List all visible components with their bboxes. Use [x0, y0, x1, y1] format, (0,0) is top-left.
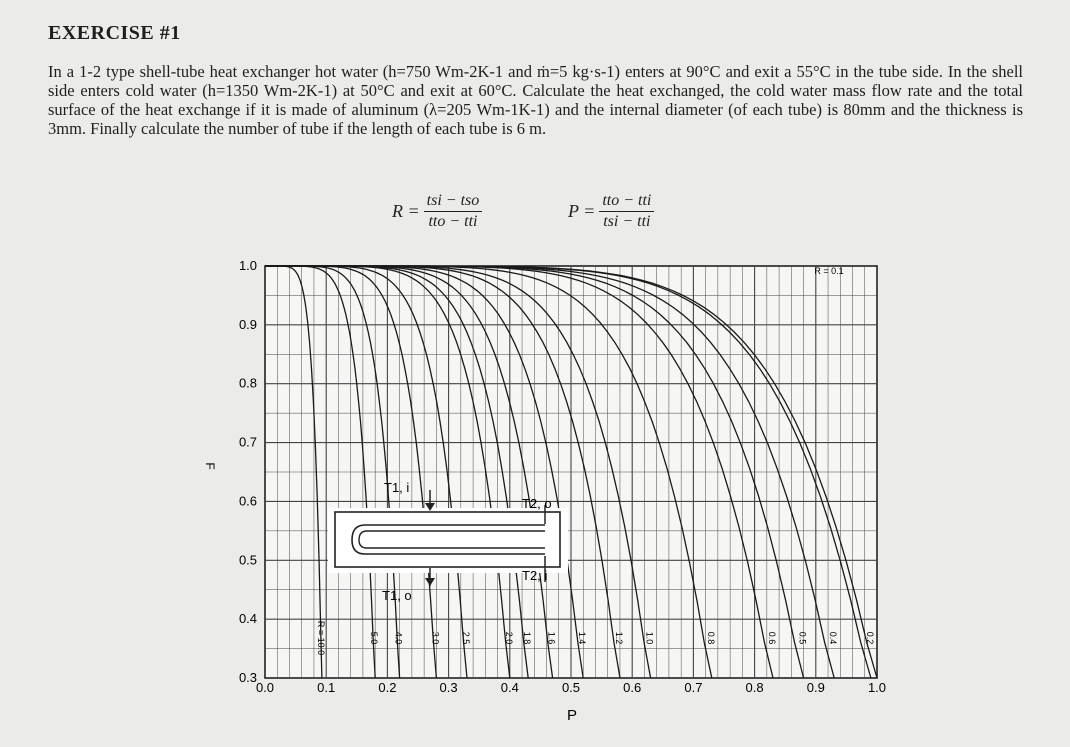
- x-axis-label: P: [566, 707, 578, 724]
- x-tick-label: 0.3: [439, 680, 458, 695]
- formula-r-denominator: tto − tti: [428, 213, 478, 230]
- r-curve-label: R = 0.1: [814, 266, 844, 276]
- y-tick-label: 0.9: [238, 316, 258, 332]
- x-tick-label: 0.6: [623, 680, 642, 695]
- y-tick-label: 1.0: [238, 258, 258, 273]
- label-t2-out: T2, o: [522, 496, 552, 511]
- r-curve-label: 0.2: [864, 631, 875, 645]
- problem-statement: In a 1-2 type shell-tube heat exchanger hot water (h=750 Wm-2K-1 and ṁ=5 kg·s-1) enters at 90°C and exit a 55°C in the tube side. In the shell side enters cold water (h=1350 Wm-2K-1) at 50°C and exit at 60°C. Calculate the heat exchanged, the cold water mass flow rate and the total surface of the heat exchange if it is made of aluminum (λ=205 Wm-1K-1) and the internal diameter (of each tube) is 80mm and the thickness is 3mm. Finally calculate the number of tube if the length of each tube is 6 m.: [48, 62, 1023, 138]
- y-tick-label: 0.6: [238, 493, 258, 509]
- r-curve-label: 2.0: [503, 631, 514, 645]
- r-curve-label: 5.0: [369, 631, 380, 645]
- label-t1-in: T1, i: [384, 480, 410, 495]
- y-tick-label: 0.3: [238, 670, 258, 685]
- r-curve-label: 1.8: [522, 631, 533, 645]
- x-tick-label: 0.9: [806, 680, 825, 695]
- label-t2-in: T2, i: [522, 568, 548, 583]
- x-tick-label: 0.2: [378, 680, 397, 695]
- r-curve-label: 0.6: [766, 631, 777, 645]
- formula-p-denominator: tsi − tti: [603, 213, 651, 230]
- y-tick-label: 0.4: [238, 611, 258, 627]
- y-tick-label: 0.8: [238, 375, 258, 391]
- r-curve-label: 2.5: [460, 631, 471, 645]
- schematic-background: [328, 508, 568, 573]
- y-tick-label: 0.5: [238, 552, 258, 568]
- y-tick-label: 0.7: [238, 434, 258, 450]
- r-curve-label: 1.6: [546, 631, 557, 645]
- r-curve-label: R = 10.0: [315, 620, 326, 656]
- r-curve-label: 0.8: [705, 631, 716, 645]
- x-tick-label: 0.0: [255, 680, 275, 695]
- r-curve-label: 4.0: [393, 631, 404, 645]
- formula-p-numerator: tto − tti: [599, 192, 654, 212]
- r-curve-label: 1.2: [613, 631, 624, 645]
- x-tick-label: 0.4: [500, 680, 519, 695]
- formula-r-numerator: tsi − tso: [424, 192, 483, 212]
- x-tick-label: 0.5: [561, 680, 581, 695]
- x-tick-label: 0.1: [317, 680, 336, 695]
- x-tick-label: 0.7: [684, 680, 703, 695]
- r-curve-label: 0.5: [797, 631, 808, 645]
- x-tick-label: 0.8: [745, 680, 764, 695]
- x-tick-label: 1.0: [867, 680, 887, 695]
- r-curve-label: 1.4: [577, 631, 588, 645]
- r-curve-label: 1.0: [644, 631, 655, 645]
- r-curve-label: 3.0: [430, 631, 441, 645]
- formula-p-lhs: P =: [568, 201, 596, 221]
- r-curve-label: 0.4: [828, 631, 839, 645]
- exercise-title: EXERCISE #1: [48, 22, 181, 44]
- y-axis-label: F: [203, 462, 217, 470]
- formula-r-lhs: R =: [392, 201, 420, 221]
- label-t1-out: T1, o: [382, 588, 412, 603]
- chart-grid: [265, 266, 877, 678]
